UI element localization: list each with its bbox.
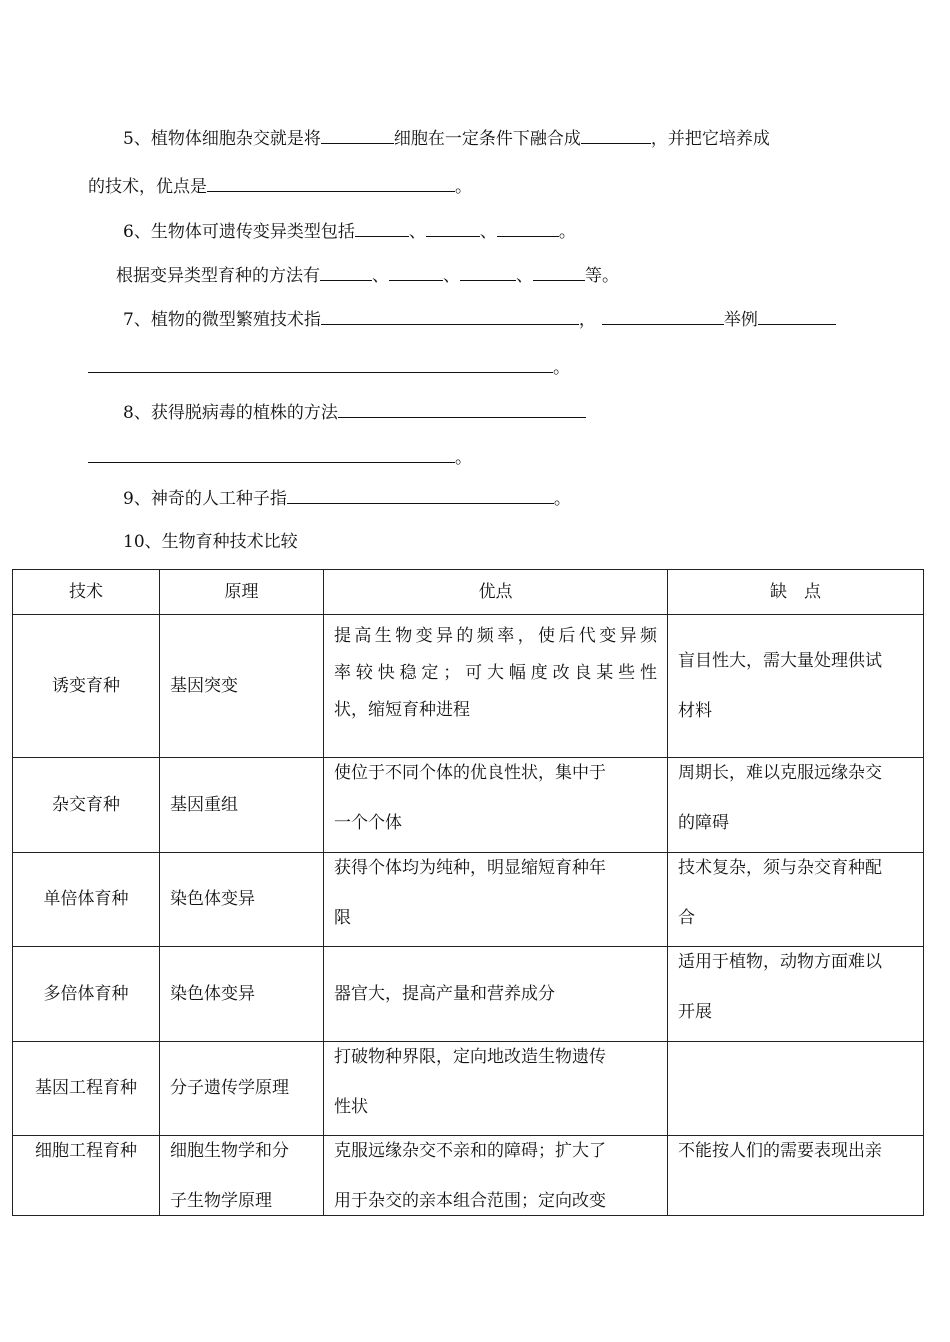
pros-line: 打破物种界限，定向地改造生物遗传 (334, 1047, 606, 1067)
q6-sep: 、 (479, 222, 497, 242)
cell-tech: 细胞工程育种 (13, 1136, 160, 1216)
q6-blank-3[interactable] (497, 220, 559, 237)
cell-cons (668, 1136, 924, 1216)
principle-line: 细胞生物学和分 (170, 1141, 289, 1161)
q6-blank-7[interactable] (533, 264, 585, 281)
pros-line: 获得个体均为纯种，明显缩短育种年 (334, 858, 606, 878)
pros-line: 限 (334, 908, 351, 928)
cell-tech: 杂交育种 (13, 758, 160, 853)
question-10-title: 10、生物育种技术比较 (123, 532, 298, 552)
cell-pros (324, 853, 668, 947)
pros-line: 用于杂交的亲本组合范围；定向改变 (334, 1191, 606, 1211)
q6-sep: 、 (443, 266, 460, 286)
cell-pros (324, 758, 668, 853)
cell-principle: 基因突变 (160, 615, 324, 758)
cell-pros (324, 1136, 668, 1216)
cell-pros (324, 1042, 668, 1136)
table-row (13, 758, 924, 853)
pros-line: 率较快稳定；可大幅度改良某些性 (334, 663, 657, 683)
q7-blank-2[interactable] (602, 308, 724, 325)
pros-line: 克服远缘杂交不亲和的障碍；扩大了 (334, 1141, 606, 1161)
q9-blank-1[interactable] (287, 487, 554, 504)
q5-text-1: 5、植物体细胞杂交就是将 (123, 129, 321, 149)
q7-blank-3[interactable] (758, 308, 836, 325)
q5-blank-1[interactable] (321, 127, 394, 144)
q7-end: 。 (553, 358, 570, 378)
cell-principle: 染色体变异 (160, 947, 324, 1042)
cell-tech: 基因工程育种 (13, 1042, 160, 1136)
principle-line: 子生物学原理 (170, 1191, 272, 1211)
cell-cons-empty (668, 1042, 924, 1136)
q7-comma: ， (578, 310, 596, 330)
question-9 (123, 487, 571, 510)
cell-pros: 器官大，提高产量和营养成分 (324, 947, 668, 1042)
q6-sep: 、 (372, 266, 389, 286)
q8-blank-1[interactable] (338, 401, 586, 418)
cons-line: 技术复杂，须与杂交育种配 (678, 858, 882, 878)
q6-text-1: 6、生物体可遗传变异类型包括 (123, 222, 355, 242)
q6-end: 。 (558, 222, 576, 242)
q6-sep: 、 (516, 266, 533, 286)
header-pros: 优点 (324, 570, 668, 615)
table-header-row (13, 570, 924, 615)
q5-end: 。 (455, 177, 472, 197)
table-row (13, 615, 924, 758)
cons-line: 盲目性大，需大量处理供试 (678, 651, 882, 671)
q5-blank-2[interactable] (581, 127, 651, 144)
cell-tech: 诱变育种 (13, 615, 160, 758)
cell-principle: 基因重组 (160, 758, 324, 853)
cell-tech: 单倍体育种 (13, 853, 160, 947)
q7-blank-1[interactable] (321, 308, 579, 325)
cell-principle: 分子遗传学原理 (160, 1042, 324, 1136)
cons-line: 适用于植物，动物方面难以 (678, 952, 882, 972)
breeding-comparison-table (12, 569, 924, 1216)
table-row (13, 853, 924, 947)
cell-cons (668, 853, 924, 947)
q7-example-label: 举例 (723, 310, 758, 330)
cell-pros (324, 615, 668, 758)
question-7-line-2 (88, 356, 570, 379)
pros-line: 一个个体 (334, 813, 402, 833)
cons-line: 合 (678, 908, 695, 928)
pros-line: 提高生物变异的频率，使后代变异频 (334, 626, 657, 646)
cell-cons (668, 758, 924, 853)
cell-cons (668, 615, 924, 758)
q6-end: 等。 (585, 266, 619, 286)
question-5-line-2 (88, 175, 472, 198)
q9-text-1: 9、神奇的人工种子指 (123, 489, 287, 509)
q6-blank-4[interactable] (320, 264, 372, 281)
cell-tech: 多倍体育种 (13, 947, 160, 1042)
table-row (13, 947, 924, 1042)
pros-line: 状，缩短育种进程 (334, 700, 470, 720)
q7-text-1: 7、植物的微型繁殖技术指 (123, 310, 321, 330)
question-7-line-1 (123, 308, 836, 331)
header-tech: 技术 (13, 570, 160, 615)
q8-text-1: 8、获得脱病毒的植株的方法 (123, 403, 338, 423)
header-principle: 原理 (160, 570, 324, 615)
cons-line: 的障碍 (678, 813, 729, 833)
cons-line: 材料 (678, 701, 712, 721)
q8-end: 。 (455, 448, 472, 468)
q6-text-2: 根据变异类型育种的方法有 (116, 266, 320, 286)
pros-line: 使位于不同个体的优良性状，集中于 (334, 763, 606, 783)
q6-blank-1[interactable] (355, 220, 409, 237)
question-8-line-1 (123, 401, 586, 424)
question-6-line-2 (116, 264, 619, 287)
pros-line: 性状 (334, 1097, 368, 1117)
cell-principle (160, 1136, 324, 1216)
q5-text-3: ，并把它培养成 (650, 129, 770, 149)
table-row (13, 1042, 924, 1136)
q5-text-2: 细胞在一定条件下融合成 (393, 129, 581, 149)
q6-blank-5[interactable] (389, 264, 443, 281)
question-8-line-2 (88, 446, 472, 469)
q6-sep: 、 (408, 222, 426, 242)
q5-blank-3[interactable] (207, 175, 455, 192)
cell-cons (668, 947, 924, 1042)
cell-principle: 染色体变异 (160, 853, 324, 947)
q9-end: 。 (553, 489, 571, 509)
header-cons: 缺 点 (668, 570, 924, 615)
q6-blank-2[interactable] (426, 220, 480, 237)
q7-blank-4[interactable] (88, 356, 553, 373)
cons-line: 周期长，难以克服远缘杂交 (678, 763, 882, 783)
q8-blank-2[interactable] (88, 446, 455, 463)
table-row (13, 1136, 924, 1216)
q6-blank-6[interactable] (460, 264, 516, 281)
q5-text-4: 的技术，优点是 (88, 177, 207, 197)
cons-line: 开展 (678, 1002, 712, 1022)
question-6-line-1 (123, 220, 576, 243)
cons-line: 不能按人们的需要表现出亲 (678, 1141, 882, 1161)
question-5-line-1 (123, 127, 770, 150)
